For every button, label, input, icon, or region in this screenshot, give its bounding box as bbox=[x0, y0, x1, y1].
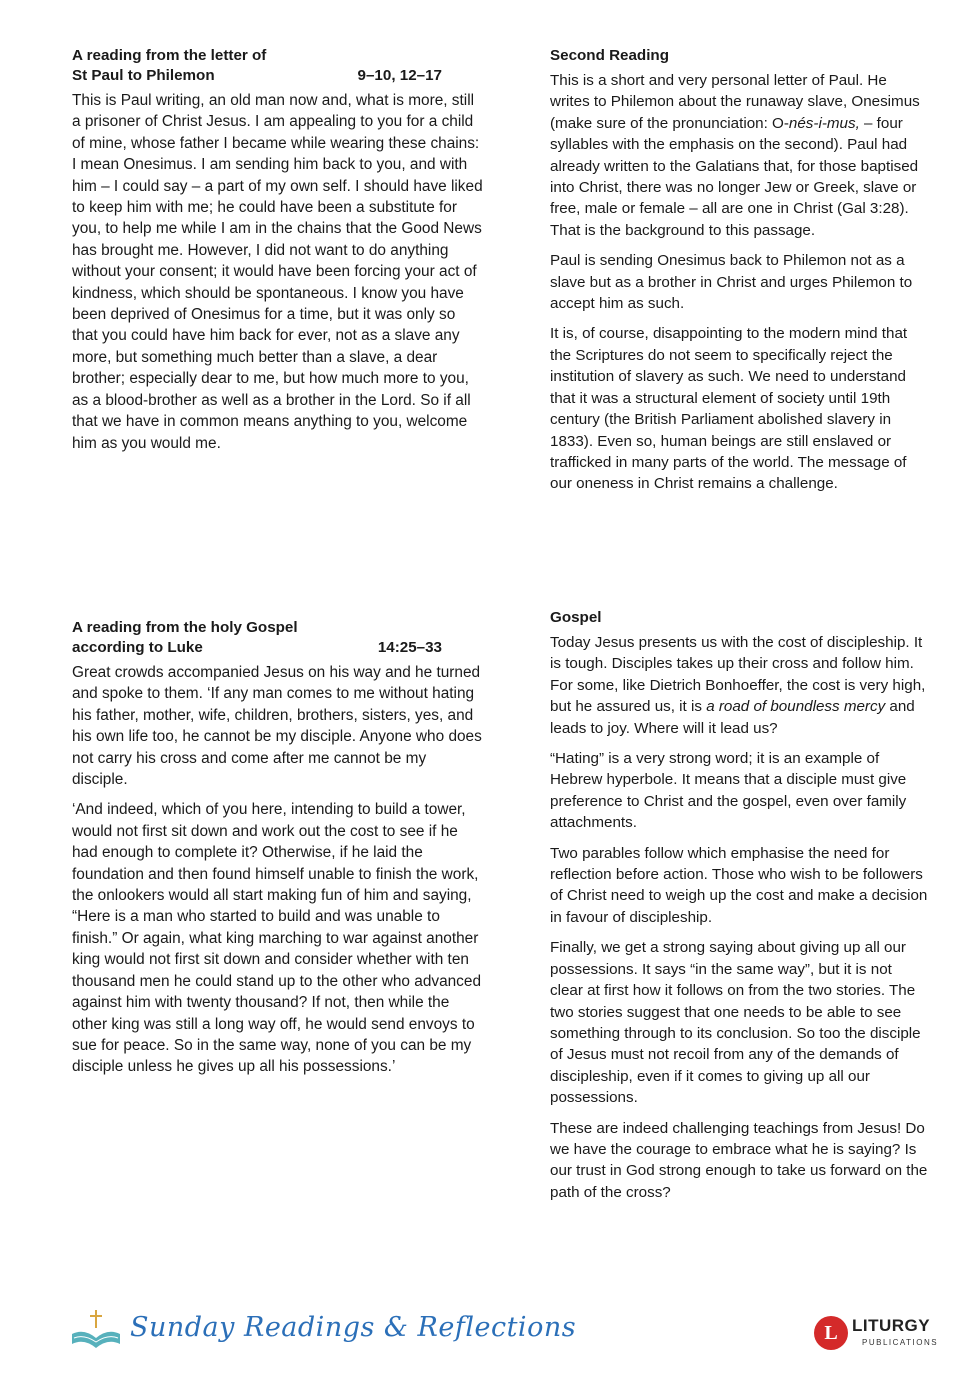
first-reading-reference: 9–10, 12–17 bbox=[357, 67, 442, 84]
liturgy-logo-mark: L bbox=[814, 1316, 848, 1350]
second-reading-reflection bbox=[550, 46, 928, 495]
gospel-reflection-paragraph: “Hating” is a very strong word; it is an example of Hebrew hyperbole. It means that a disciple must give preference to Christ and the gospel, even over family attachments. bbox=[550, 750, 907, 832]
first-reading-heading-line2: St Paul to Philemon bbox=[72, 67, 215, 84]
gospel-reading-paragraph: Great crowds accompanied Jesus on his way and he turned and spoke to them. ‘If any man comes to me without hating his father, mother, wife, children, brothers, sisters, yes, and his own life too, he cannot be my disciple. Anyone who does not carry his cross and come after me cannot be my disciple. bbox=[72, 664, 482, 789]
second-reading-paragraph: Paul is sending Onesimus back to Philemon not as a slave but as a brother in Christ and urges Philemon to accept him as such. bbox=[550, 252, 913, 313]
pronunciation-italic: nés-i-mus, bbox=[788, 114, 860, 132]
gospel-reading-section bbox=[72, 618, 484, 1078]
gospel-reflection-paragraph: Today Jesus presents us with the cost of discipleship. It is tough. Disciples takes up their cross and follow him. For some, like Dietrich Bonhoeffer, the cost is very high, but he assured us, it is a road of boundless mercy and leads to joy. Where will it lead us? bbox=[550, 634, 926, 737]
first-reading-heading-line1: A reading from the letter of bbox=[72, 47, 267, 64]
second-reading-heading: Second Reading bbox=[550, 47, 669, 64]
second-reading-paragraph: This is a short and very personal letter of Paul. He writes to Philemon about the runaway slave, Onesimus (make sure of the pronunciation: O-nés-i-mus, – four syllables with the emphasis on the second). Paul had already written to the Galatians that, for those baptised into Christ, there was no longer Jew or Greek, slave or free, male or female – all are one in Christ (Gal 3:28). That is the background to this passage. bbox=[550, 72, 920, 239]
open-book-cross-icon bbox=[68, 1308, 124, 1352]
gospel-reading-heading-line2: according to Luke bbox=[72, 639, 203, 656]
boundless-mercy-italic: a road of boundless mercy bbox=[706, 698, 886, 716]
gospel-reading-paragraph: ‘And indeed, which of you here, intending to build a tower, would not first sit down and work out the cost to see if he had enough to complete it? Otherwise, if he laid the foundation and then found himself unable to finish the work, the onlookers would all start making fun of him and saying, “Here is a man who started to build and was unable to finish.” Or again, what king marching to war against another king would not first sit down and consider whether with ten thousand men he could stand up to the other who advanced against him with twenty thousand? If not, then while the other king was still a long way off, he would send envoys to sue for peace. So in the same way, none of you can be my disciple unless he gives up all his possessions.’ bbox=[72, 801, 482, 1076]
first-reading-heading-row bbox=[72, 66, 484, 86]
first-reading-text: This is Paul writing, an old man now and, what is more, still a prisoner of Christ Jesus. I am appealing to you for a child of mine, whose father I became while wearing these chains: I mean Onesimus. I am sending him back to you, and with him – I could say – a part of my own self. I should have liked to keep him with me; he could have been a substitute for you, to help me while I am in the chains that the Good News has brought me. However, I did not want to do anything without your consent; it would have been forcing your act of kindness, which should be spontaneous. I know you have been deprived of Onesimus for a time, but it was only so that you could have him back for ever, not as a slave any more, but something much better than a slave, a dear brother; especially dear to me, but how much more to you, as a blood-brother as well as a brother in the Lord. So if all that we have in common means anything to you, welcome him as you would me. bbox=[72, 92, 483, 452]
gospel-reflection-paragraph: Finally, we get a strong saying about giving up all our possessions. It says “in the same way”, but it is not clear at first how it follows on from the two stories. The two stories suggest that one needs to be able to see something through to its conclusion. So too the disciple of Jesus must not recoil from any of the demands of discipleship, even if it comes to giving up all our possessions. bbox=[550, 939, 921, 1107]
liturgy-publications-logo bbox=[814, 1316, 944, 1356]
first-reading-section bbox=[72, 46, 484, 454]
gospel-reflection-paragraph: Two parables follow which emphasise the need for reflection before action. Those who wish to be followers of Christ need to weigh up the cost and make a decision in favour of discipleship. bbox=[550, 844, 928, 926]
publisher-name: LITURGY bbox=[852, 1316, 931, 1335]
gospel-reading-heading-row bbox=[72, 638, 484, 658]
gospel-reflection bbox=[550, 608, 928, 1203]
gospel-reflection-paragraph: These are indeed challenging teachings from Jesus! Do we have the courage to embrace what he is saying? Is our trust in God strong enough to take us forward on the path of the cross? bbox=[550, 1119, 928, 1201]
gospel-reflection-heading: Gospel bbox=[550, 609, 602, 626]
second-reading-paragraph: It is, of course, disappointing to the modern mind that the Scriptures do not seem to specifically reject the institution of slavery as such. We need to understand that it was a structural element of society until 19th century (the British Parliament abolished slavery in 1833). Even so, human beings are still enslaved or trafficked in many parts of the world. The message of our oneness in Christ remains a challenge. bbox=[550, 325, 908, 493]
brand-title: Sunday Readings & Reflections bbox=[130, 1312, 577, 1343]
publisher-subtitle: PUBLICATIONS bbox=[862, 1338, 939, 1347]
gospel-reading-reference: 14:25–33 bbox=[377, 639, 442, 656]
gospel-reading-heading-line1: A reading from the holy Gospel bbox=[72, 619, 298, 636]
footer bbox=[0, 1300, 980, 1370]
